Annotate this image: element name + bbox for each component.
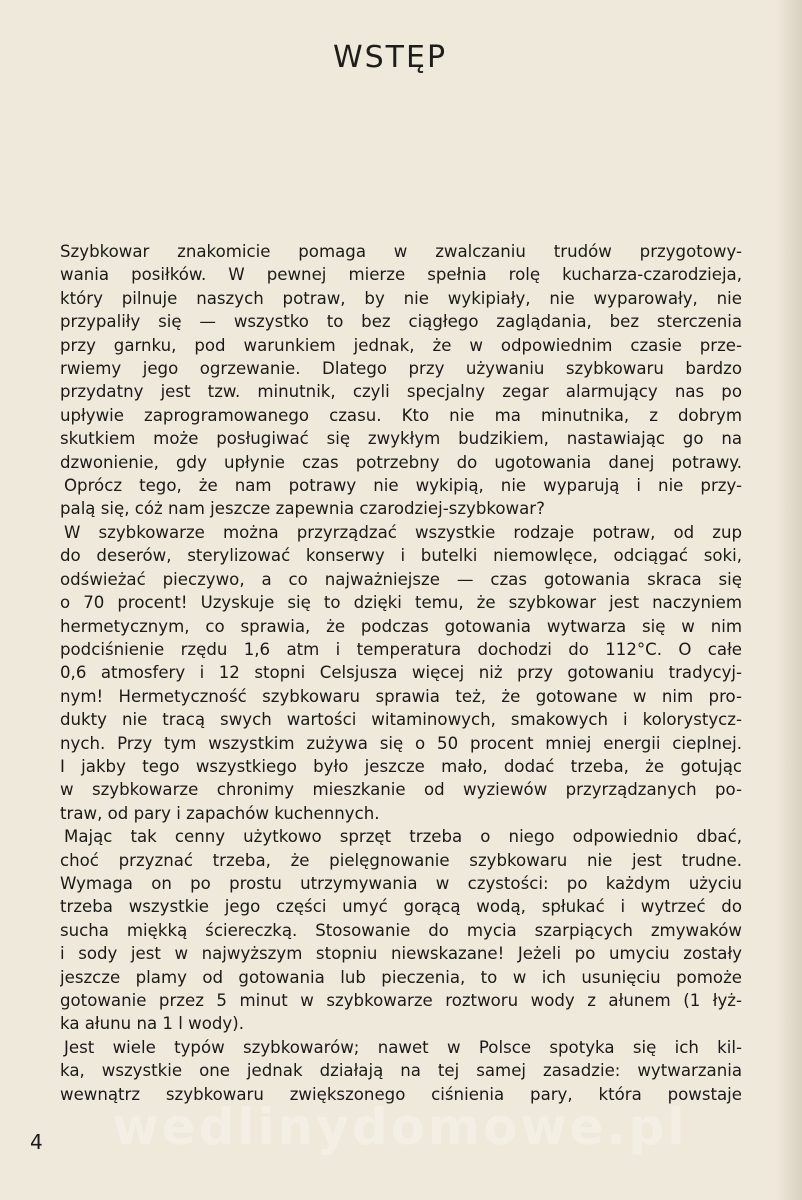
text-line: choć przyznać trzeba, że pielęgnowanie szybkowaru nie jest trudne. <box>60 850 742 870</box>
text-line: Szybkowar znakomicie pomaga w zwalczaniu trudów przygotowy- <box>60 242 742 261</box>
text-line: Oprócz tego, że nam potrawy nie wykipią, nie wyparują i nie przy- <box>64 476 742 496</box>
text-line: traw, od pary i zapachów kuchennych. <box>60 803 380 823</box>
text-line: Mając tak cenny użytkowo sprzęt trzeba o niego odpowiednio dbać, <box>64 827 742 847</box>
text-line: I jakby tego wszystkiego było jeszcze mało, dodać trzeba, że gotując <box>60 756 742 776</box>
text-line: do deserów, sterylizować konserwy i butelki niemowlęce, odciągać soki, <box>60 546 742 566</box>
text-line: rwiemy jego ogrzewanie. Dlatego przy używaniu szybkowaru bardzo <box>60 359 742 379</box>
text-line: odświeżać pieczywo, a co najważniejsze — czas gotowania skraca się <box>60 569 742 589</box>
text-line: upływie zaprogramowanego czasu. Kto nie ma minutnika, z dobrym <box>60 405 742 425</box>
text-line: ka, wszystkie one jednak działają na tej samej zasadzie: wytwarzania <box>60 1061 742 1081</box>
text-line: nych. Przy tym wszystkim zużywa się o 50 procent mniej energii cieplnej. <box>60 733 742 753</box>
chapter-title: WSTĘP <box>332 40 448 75</box>
text-line: jeszcze plamy od gotowania lub pieczenia, to w ich usunięciu pomoże <box>60 967 742 987</box>
text-line: i sody jest w najwyższym stopniu niewskazane! Jeżeli po umyciu zostały <box>60 944 742 964</box>
text-line: który pilnuje naszych potraw, by nie wykipiały, nie wyparowały, nie <box>60 288 742 308</box>
page-edge-shadow <box>776 0 802 1200</box>
watermark: wedlinydomowe.pl <box>112 1098 688 1156</box>
text-line: gotowanie przez 5 minut w szybkowarze roztworu wody z ałunem (1 łyż- <box>60 991 742 1010</box>
text-line: przypaliły się — wszystko to bez ciągłego zaglądania, bez sterczenia <box>60 312 742 332</box>
text-line: dukty nie tracą swych wartości witaminowych, smakowych i kolorystycz- <box>60 710 742 730</box>
text-line: hermetycznym, co sprawia, że podczas gotowania wytwarza się w nim <box>60 616 742 636</box>
text-line: 0,6 atmosfery i 12 stopni Celsjusza więcej niż przy gotowaniu tradycyj- <box>60 663 742 683</box>
text-line: ka ałunu na 1 l wody). <box>60 1014 244 1034</box>
body-text <box>60 240 742 1106</box>
text-line: nym! Hermetyczność szybkowaru sprawia też, że gotowane w nim pro- <box>60 686 742 706</box>
text-line: palą się, cóż nam jeszcze zapewnia czarodziej-szybkowar? <box>60 499 545 519</box>
text-line: podciśnienie rzędu 1,6 atm i temperatura dochodzi do 112°C. O całe <box>60 639 742 659</box>
text-line: sucha miękką ściereczką. Stosowanie do mycia szarpiących zmywaków <box>60 920 742 940</box>
text-line: trzeba wszystkie jego części umyć gorącą wodą, spłukać i wytrzeć do <box>60 897 742 917</box>
text-line: Jest wiele typów szybkowarów; nawet w Polsce spotyka się ich kil- <box>64 1037 742 1057</box>
text-line: W szybkowarze można przyrządzać wszystkie rodzaje potraw, od zup <box>64 522 742 542</box>
text-line: wewnątrz szybkowaru zwiększonego ciśnienia pary, która powstaje <box>60 1084 742 1104</box>
text-line: przy garnku, pod warunkiem jednak, że w odpowiednim czasie prze- <box>60 335 742 355</box>
text-line: przydatny jest tzw. minutnik, czyli specjalny zegar alarmujący nas po <box>60 382 742 402</box>
text-line: skutkiem może posługiwać się zwykłym budzikiem, nastawiając go na <box>60 429 742 449</box>
page-number: 4 <box>30 1130 43 1154</box>
text-line: wania posiłków. W pewnej mierze spełnia rolę kucharza-czarodzieja, <box>60 265 742 285</box>
text-line: o 70 procent! Uzyskuje się to dzięki temu, że szybkowar jest naczyniem <box>60 593 742 613</box>
text-line: dzwonienie, gdy upłynie czas potrzebny do ugotowania danej potrawy. <box>60 452 742 472</box>
text-line: w szybkowarze chronimy mieszkanie od wyziewów przyrządzanych po- <box>60 780 742 800</box>
text-line: Wymaga on po prostu utrzymywania w czystości: po każdym użyciu <box>60 873 742 893</box>
